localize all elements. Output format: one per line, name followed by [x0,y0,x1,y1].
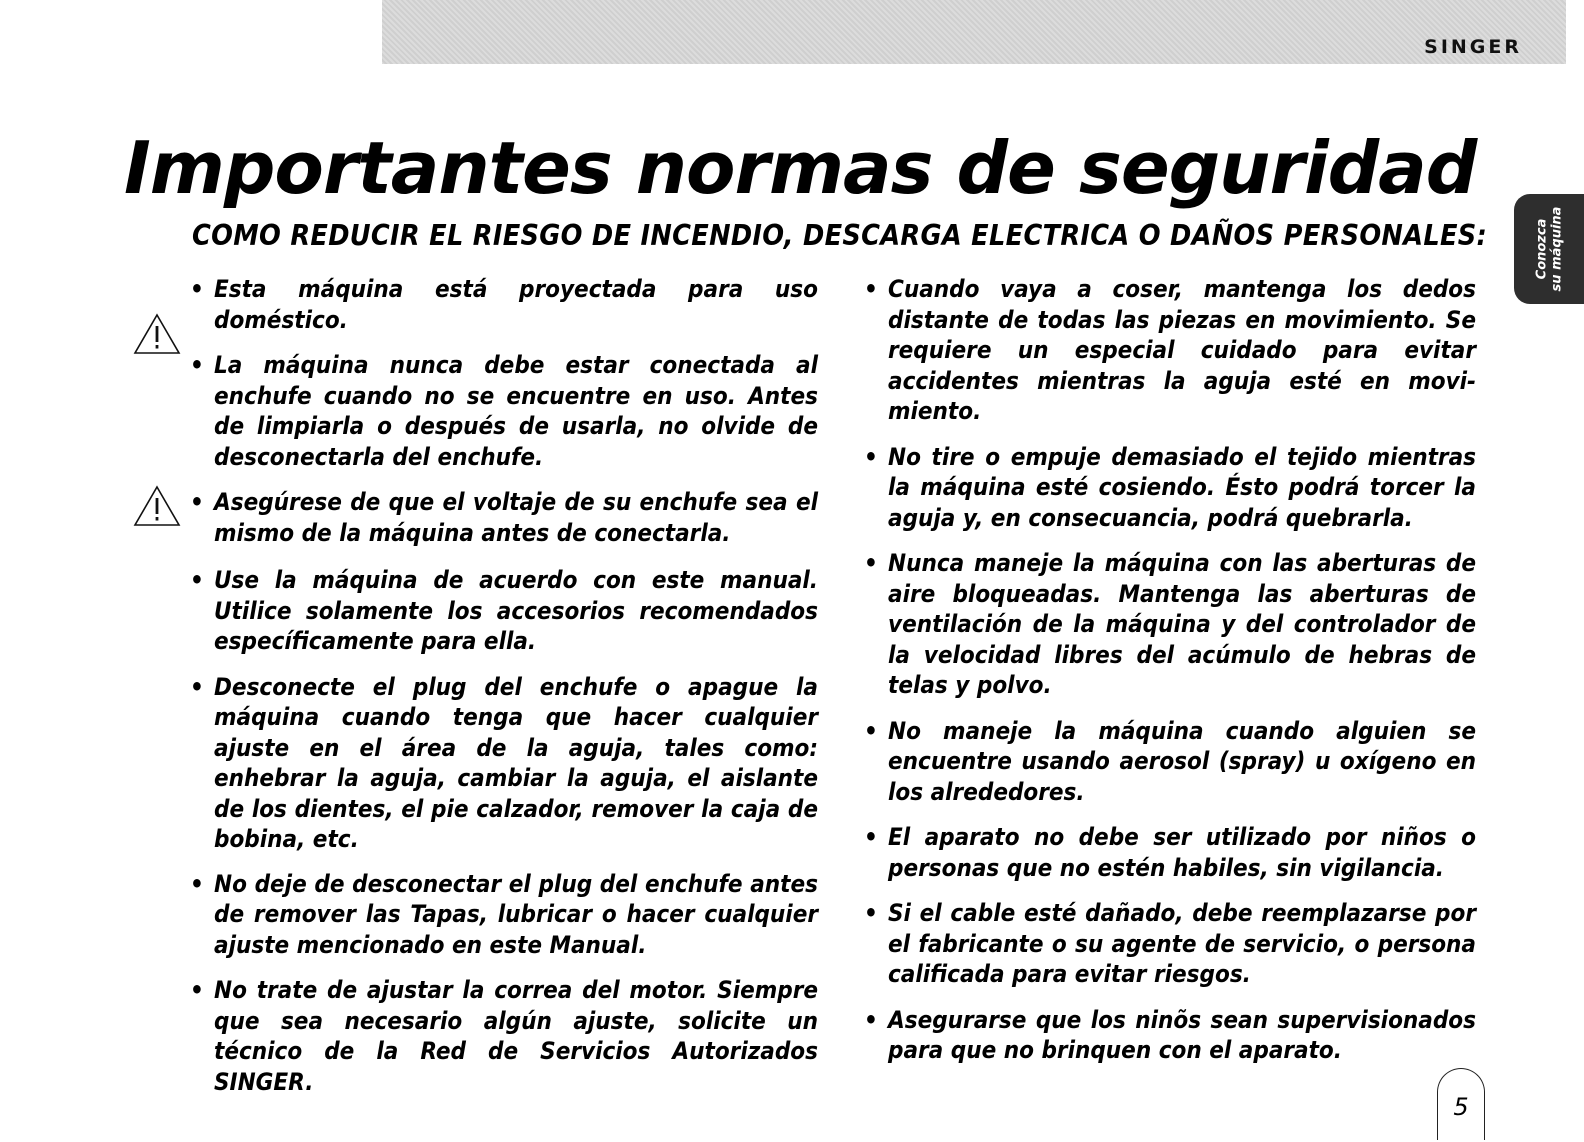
right-column [864,274,1476,1066]
bullet-icon: • [190,351,204,379]
bullet-icon: • [190,566,204,594]
safety-item [864,1005,1476,1066]
bullet-icon: • [190,976,204,1004]
safety-item-text: Nunca maneje la máquina con las aberturas de aire bloqueadas. Mantenga las aberturas de ventilación de la máquina y del controlador de la velocidad libres del acúmulo de hebras de telas y polvo. [888,549,1476,699]
bullet-icon: • [864,716,878,745]
safety-item-text: Asegúrese de que el voltaje de su enchufe sea el mismo de la máquina antes de conectarla. [214,488,818,547]
header-band [382,0,1566,64]
safety-item [864,898,1476,990]
section-tab-line1: Conozca [1534,218,1550,280]
safety-item-text: Cuando vaya a coser, mantenga los dedos distante de todas las piezas en movimiento. Se requiere un especial cuidado para evitar accidentes mientras la aguja esté en movi-miento. [888,275,1476,425]
safety-item-text: No trate de ajustar la correa del motor. Siempre que sea necesario algún ajuste, solicite un técnico de la Red de Servicios Autorizados SINGER. [214,976,818,1096]
bullet-icon: • [864,1005,878,1034]
bullet-icon: • [864,899,878,927]
safety-item-text: No tire o empuje demasiado el tejido mientras la máquina esté cosiendo. Ésto podrá torcer la aguja y, en consecuancia, podrá quebrarla. [888,442,1476,532]
safety-item [190,274,818,335]
bullet-icon: • [864,275,878,303]
section-tab-label [1534,207,1564,292]
safety-item-text: Use la máquina de acuerdo con este manual. Utilice solamente los accesorios recomendados específicamente para ella. [214,566,818,655]
safety-item [864,274,1476,427]
bullet-icon: • [864,549,878,577]
safety-item [190,350,818,472]
bullet-icon: • [190,869,204,898]
safety-item [190,869,818,961]
safety-item [864,442,1476,534]
safety-item-text: La máquina nunca debe estar conectada al enchufe cuando no se encuentre en uso. Antes de limpiarla o después de usarla, no olvide de desconectarla del enchufe. [214,351,818,471]
safety-item [864,548,1476,701]
safety-item [864,716,1476,808]
safety-item-text: Esta máquina está proyectada para uso doméstico. [214,275,818,334]
section-tab[interactable] [1514,194,1584,304]
page-title: Importantes normas de seguridad [124,126,1477,210]
brand-logo: SINGER [1424,36,1522,58]
safety-item [190,487,818,548]
bullet-icon: • [864,823,878,851]
left-column [190,274,818,1097]
page-number: 5 [1437,1068,1485,1140]
section-tab-line2: su máquina [1549,206,1565,292]
bullet-icon: • [190,488,204,516]
safety-item-text: El aparato no debe ser utilizado por niños o personas que no estén habiles, sin vigilancia. [888,823,1476,882]
safety-item-text: Si el cable esté dañado, debe reemplazarse por el fabricante o su agente de servicio, o persona calificada para evitar riesgos. [888,899,1476,988]
safety-item [190,672,818,855]
bullet-icon: • [864,442,878,471]
warning-icon [132,484,182,528]
bullet-icon: • [190,672,204,701]
warning-icon [132,312,182,356]
safety-item [864,822,1476,883]
bullet-icon: • [190,275,204,303]
safety-item-text: No maneje la máquina cuando alguien se encuentre usando aerosol (spray) u oxígeno en los alrededores. [888,716,1476,806]
safety-item [190,975,818,1097]
safety-item-text: Desconecte el plug del enchufe o apague la máquina cuando tenga que hacer cualquier ajuste en el área de la aguja, tales como: enhebrar la aguja, cambiar la aguja, el aislante de los dientes, el pie calzador, remover la caja de bobina, etc. [214,672,818,853]
safety-item-text: Asegurarse que los ninõs sean supervisionados para que no brinquen con el aparato. [888,1005,1476,1064]
safety-item [190,565,818,657]
safety-item-text: No deje de desconectar el plug del enchufe antes de remover las Tapas, lubricar o hacer cualquier ajuste mencionado en este Manual. [214,869,818,959]
page-subtitle: COMO REDUCIR EL RIESGO DE INCENDIO, DESCARGA ELECTRICA O DAÑOS PERSONALES: [192,219,1488,252]
